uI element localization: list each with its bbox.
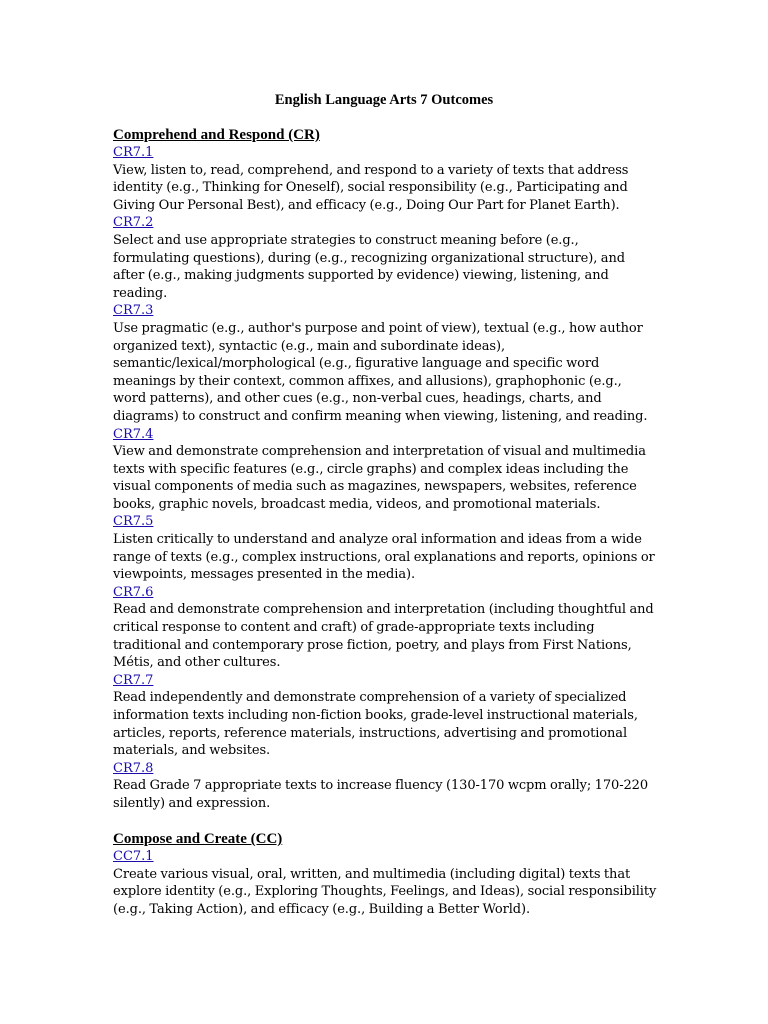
outcome-cr7-6: [113, 584, 658, 672]
outcome-description: Create various visual, oral, written, and multimedia (including digital) texts that explore identity (e.g., Exploring Thoughts, Feelings, and Ideas), social responsibility (e.g., Taking Action), and efficacy (e.g., Building a Better World).: [113, 866, 657, 917]
outcome-description: Use pragmatic (e.g., author's purpose and point of view), textual (e.g., how author organized text), syntactic (e.g., main and subordinate ideas), semantic/lexical/morphological (e.g., figurative language and specific word meanings by their context, common affixes, and allusions), graphophonic (e.g., word patterns), and other cues (e.g., non-verbal cues, headings, charts, and diagrams) to construct and confirm meaning when viewing, listening, and reading.: [113, 320, 648, 424]
outcome-code-link[interactable]: CC7.1: [113, 849, 154, 865]
outcome-description: Read Grade 7 appropriate texts to increase fluency (130-170 wcpm orally; 170-220 silently) and expression.: [113, 778, 649, 811]
outcome-description: View, listen to, read, comprehend, and respond to a variety of texts that address identity (e.g., Thinking for Oneself), social responsibility (e.g., Participating and Giving Our Personal Best), and efficacy (e.g., Doing Our Part for Planet Earth).: [113, 162, 629, 213]
outcome-code-link[interactable]: CR7.4: [113, 426, 154, 442]
outcome-code-link[interactable]: CR7.7: [113, 672, 154, 688]
outcome-description: Select and use appropriate strategies to construct meaning before (e.g., formulating questions), during (e.g., recognizing organizational structure), and after (e.g., making judgments supported by evidence) viewing, listening, and reading.: [113, 232, 625, 301]
section-spacer: [113, 813, 658, 831]
document-body: [113, 126, 658, 918]
section-heading: Compose and Create (CC): [113, 831, 283, 848]
outcome-cr7-4: [113, 426, 658, 514]
section-compose-create: [113, 830, 658, 918]
outcome-cr7-8: [113, 760, 658, 813]
outcome-code-link[interactable]: CR7.1: [113, 145, 154, 160]
outcome-cr7-3: [113, 302, 658, 425]
outcome-code-link[interactable]: CR7.8: [113, 760, 154, 776]
outcome-code-link[interactable]: CR7.6: [113, 584, 154, 600]
outcome-cr7-2: [113, 214, 658, 302]
outcome-code-link[interactable]: CR7.5: [113, 514, 154, 530]
outcome-cr7-7: [113, 672, 658, 760]
outcome-cc7-1: [113, 848, 658, 918]
document-title: English Language Arts 7 Outcomes: [274, 92, 494, 108]
outcome-description: View and demonstrate comprehension and interpretation of visual and multimedia texts with specific features (e.g., circle graphs) and complex ideas including the visual components of media such as magazines, newspapers, websites, reference books, graphic novels, broadcast media, videos, and promotional materials.: [113, 444, 646, 512]
outcome-code-link[interactable]: CR7.2: [113, 215, 154, 231]
outcome-description: Read independently and demonstrate comprehension of a variety of specialized information texts including non-fiction books, grade-level instructional materials, articles, reports, reference materials, instructions, advertising and promotional materials, and websites.: [113, 690, 638, 759]
outcome-cr7-1: [113, 144, 658, 214]
outcome-description: Read and demonstrate comprehension and interpretation (including thoughtful and critical response to content and craft) of grade-appropriate texts including traditional and contemporary prose fiction, poetry, and plays from First Nations, Métis, and other cultures.: [113, 602, 654, 671]
outcome-code-link[interactable]: CR7.3: [113, 303, 154, 319]
outcome-cr7-5: [113, 513, 658, 583]
outcome-description: Listen critically to understand and analyze oral information and ideas from a wide range of texts (e.g., complex instructions, oral explanations and reports, opinions or viewpoints, messages presented in the media).: [113, 532, 655, 583]
section-heading: Comprehend and Respond (CR): [113, 127, 320, 143]
section-comprehend-respond: [113, 126, 658, 813]
